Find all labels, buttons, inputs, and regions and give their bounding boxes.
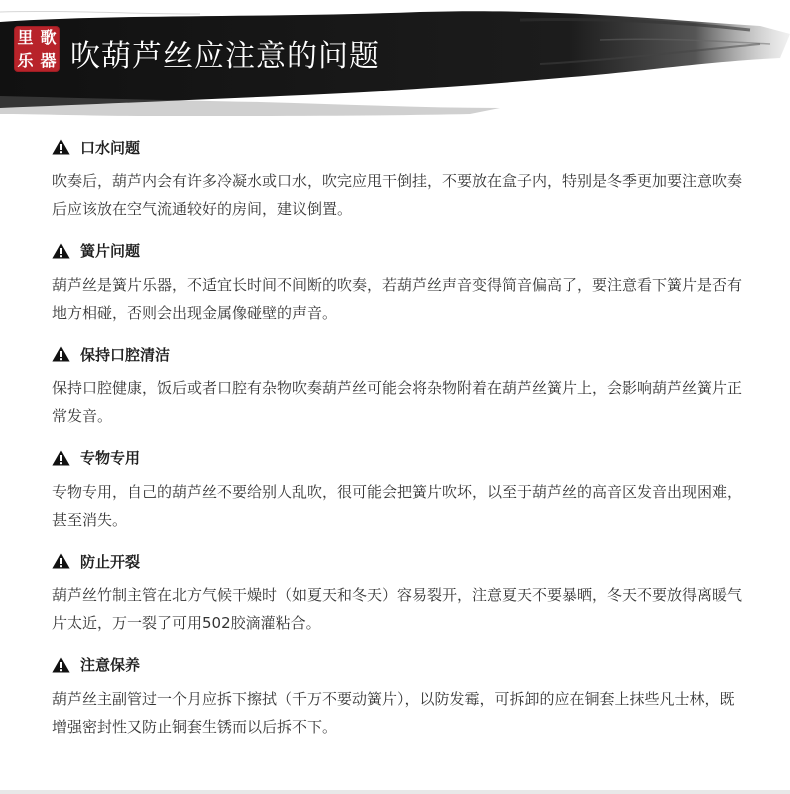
section-header (52, 652, 752, 678)
section-header (52, 341, 752, 367)
warning-triangle-icon (52, 139, 70, 155)
tip-section (52, 341, 752, 445)
warning-triangle-icon (52, 450, 70, 466)
warning-triangle-icon (52, 553, 70, 569)
tip-section (52, 652, 752, 756)
section-header (52, 134, 752, 160)
section-header (52, 445, 752, 471)
seal-char: 歌 (40, 27, 57, 47)
ink-banner (0, 0, 790, 120)
warning-triangle-icon (52, 657, 70, 673)
page-title: 吹葫芦丝应注意的问题 (70, 39, 380, 74)
section-body: 保持口腔健康，饭后或者口腔有杂物吹奏葫芦丝可能会将杂物附着在葫芦丝簧片上，会影响葫芦丝簧片正常发音。 (52, 379, 743, 425)
section-title: 注意保养 (80, 656, 141, 674)
section-title: 簧片问题 (80, 242, 141, 260)
seal-char: 里 (17, 27, 34, 47)
tip-section (52, 548, 752, 652)
section-header (52, 238, 752, 264)
tip-section (52, 445, 752, 549)
tip-section (52, 238, 752, 342)
section-body: 葫芦丝是簧片乐器，不适宜长时间不间断的吹奏，若葫芦丝声音变得简音偏高了，要注意看下簧片是否有地方相碰，否则会出现金属像碰壁的声音。 (52, 275, 743, 322)
warning-triangle-icon (52, 346, 70, 362)
section-body: 吹奏后，葫芦内会有许多冷凝水或口水，吹完应甩干倒挂，不要放在盒子内，特别是冬季更加要注意吹奏后应该放在空气流通较好的房间，建议倒置。 (52, 172, 743, 218)
seal-char: 乐 (17, 50, 34, 70)
tip-section (52, 134, 752, 238)
section-title: 防止开裂 (80, 552, 141, 571)
tips-list (52, 134, 752, 755)
bottom-divider (0, 790, 790, 794)
section-body: 葫芦丝竹制主管在北方气候干燥时（如夏天和冬天）容易裂开，注意夏天不要暴晒，冬天不要放得离暖气片太近，万一裂了可用502胶滴灌粘合。 (52, 586, 743, 632)
brand-seal (14, 26, 60, 72)
section-title: 口水问题 (80, 138, 141, 157)
seal-char: 器 (40, 50, 57, 70)
section-title: 保持口腔清洁 (80, 345, 171, 364)
section-body: 葫芦丝主副管过一个月应拆下擦拭（千万不要动簧片），以防发霉，可拆卸的应在铜套上抹些凡士林，既增强密封性又防止铜套生锈而以后拆不下。 (52, 689, 735, 736)
warning-triangle-icon (52, 243, 70, 259)
section-body: 专物专用，自己的葫芦丝不要给别人乱吹，很可能会把簧片吹坏，以至于葫芦丝的高音区发音出现困难，甚至消失。 (52, 482, 743, 529)
section-title: 专物专用 (80, 449, 141, 467)
section-header (52, 548, 752, 574)
